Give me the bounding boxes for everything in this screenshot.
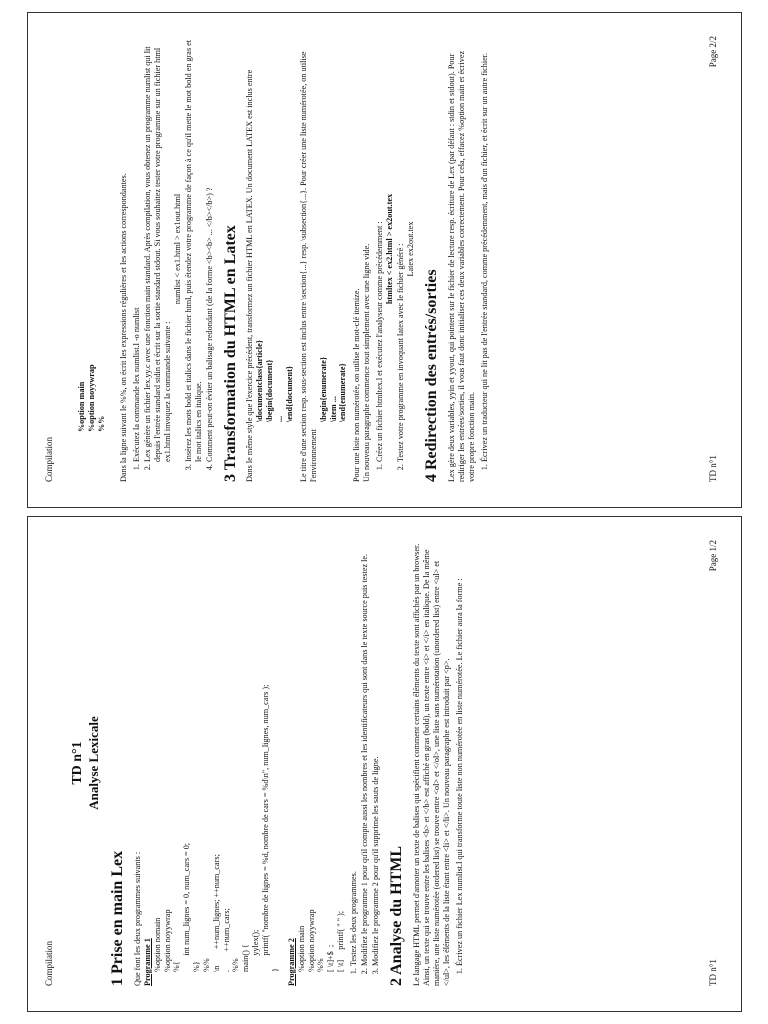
paragraph: Lex gère deux variables, yyin et yyout, qui pointent sur le fichier de lecture resp. écriture de Lex (par défaut : stdin et stdout). Pour rediriger les entrées/sorties, il vous faut donc initialiser ces deux variables correctement. Pour cela, effacez %option main et écrivez votre propre fonction main. (447, 50, 476, 482)
page-1-content (40, 530, 730, 996)
list-item: 2. Modifiez le programme 1 pour qu'il compte aussi les nombres et les identificateurs qui sont dans le texte source puis testez le. (360, 540, 370, 966)
page-footer (708, 540, 718, 986)
paragraph: Le langage HTML permet d'annoter un texte de balises qui spécifient comment certains éléments du texte sont affichés par un browser. Ainsi, un texte qui se trouve entre les balises <b> et </b> est affiché en gras (bold), un texte entre <i> et </i> en italique. De la même manière, une liste numérotée (ordered list) se trouve entre <ol> et </ol>, une liste sans numérotation (unordered list) entre <ul> et </ul>, les éléments de la liste étant entre <li> et </li>. Un nouveau paragraphe est introduit par <p>. (411, 543, 451, 986)
footer-right: Page 2/2 (708, 36, 718, 68)
task-list (455, 540, 465, 986)
list-item-text: Créez un fichier htmltex.l et exécutez l'analyseur comme précédemment : (375, 221, 385, 462)
task-list (132, 36, 215, 482)
paragraph: Un nouveau paragraphe commence tout simplement avec une ligne vide. (362, 243, 372, 482)
page-header: Compilation (44, 941, 54, 986)
command-line: numlist < ex1.html > ex1out.html (172, 193, 182, 305)
task-list (349, 540, 381, 986)
paragraph: Que font les deux programmes suivants : (132, 851, 142, 986)
command-line: Latex ex2out.tex (406, 221, 416, 277)
command-line: htmltex < ex2.html > ex2out.tex (385, 193, 395, 305)
section-title: 1 Prise en main Lex (108, 850, 126, 986)
list-item: 1. Exécutez la commande lex numlist.l -o numlist (132, 36, 142, 462)
paragraph: Dans le même style que l'exercice précédent, transformez un fichier HTML en LATEX. Un document LATEX est inclus entre (245, 69, 255, 482)
paragraph: Le titre d'une section resp. sous-section est inclus entre \section{...} resp. \subsection{...}. Pour créer une liste numérotée, on utilise l'environnement (298, 51, 318, 482)
list-item: 4. Comment peut-on éviter un balisage redondant (de la forme <b><b> ... </b></b>) ? (205, 36, 215, 462)
list-item-text: Lex génère un fichier lex.yy.c avec une fonction main standard. Après compilation, vous obtenez un programme numlist qui lit depuis l'entrée standard stdin et écrit sur la sortie standard stdout. Si vous souhaitez tester votre programme sur un fichier html ex1.html invoquez la commande suivante : (142, 46, 172, 462)
list-item-text: Testez votre programme en invoquant latex avec le fichier généré : (396, 243, 406, 462)
list-item (396, 36, 416, 462)
section-title: 2 Analyse du HTML (387, 845, 405, 986)
footer-left: TD n°1 (708, 959, 718, 986)
page-header: Compilation (44, 437, 54, 482)
list-item (143, 36, 183, 462)
list-item: 3. Insérez les mots bold et italics dans le fichier html, puis étendez votre programme de façon à ce qu'il mette le mot bold en gras et le mot italics en italique. (184, 36, 204, 462)
paragraph: Pour une liste non numérotée, on utilise le mot-clé itemize. (352, 288, 362, 482)
page-2-content (40, 26, 730, 492)
task-list (375, 36, 416, 482)
list-item (375, 36, 395, 462)
document-subtitle: Analyse Lexicale (86, 716, 102, 810)
document-title: TD n°1 (69, 741, 85, 785)
list-item: 3. Modifiez le programme 2 pour qu'il supprime les sauts de ligne. (371, 540, 381, 966)
code-block: %option main %option noyywrap %% [ \t]+$ ; [ \t] printf( " " ); (296, 909, 346, 972)
task-list (480, 36, 490, 482)
code-block: \documentclass{article} \begin{document} ... \end{document} (255, 340, 294, 422)
program-label: Programme 1 (142, 938, 152, 986)
paragraph: Dans la ligne suivant le %%, on écrit les expressions régulières et les actions correspondantes. (118, 173, 128, 482)
page-footer (708, 36, 718, 482)
code-block: %option main %option noyywrap %% (76, 364, 106, 432)
code-block: %option nomain %option noyywrap %{ int num_lignes = 0, num_cars = 0; %} %% \n ++num_lignes; ++num_cars; . ++num_cars; %% main() { yylex(); printf( "nombre de lignes = %d, nombre de cars = %d\n", num_lignes, num_cars ); } (152, 684, 280, 972)
list-item: 1. Testez les deux programmes. (349, 540, 359, 966)
program-label: Programme 2 (286, 938, 296, 986)
list-item: 1. Écrivez un traducteur qui ne lit pas de l'entrée standard, comme précédemment, mais d'un fichier, et écrit sur un autre fichier. (480, 36, 490, 462)
list-item: 1. Écrivez un fichier Lex numlist.l qui transforme toute liste non numérotée en liste numérotée. Le fichier aura la forme : (455, 540, 465, 966)
section-title: 3 Transformation du HTML en Latex (221, 225, 239, 482)
footer-left: TD n°1 (708, 455, 718, 482)
code-block: \begin{enumerate} \item ... \end{enumerate} (318, 356, 348, 422)
section-title: 4 Redirection des entrés/sorties (423, 269, 441, 482)
footer-right: Page 1/2 (708, 540, 718, 572)
